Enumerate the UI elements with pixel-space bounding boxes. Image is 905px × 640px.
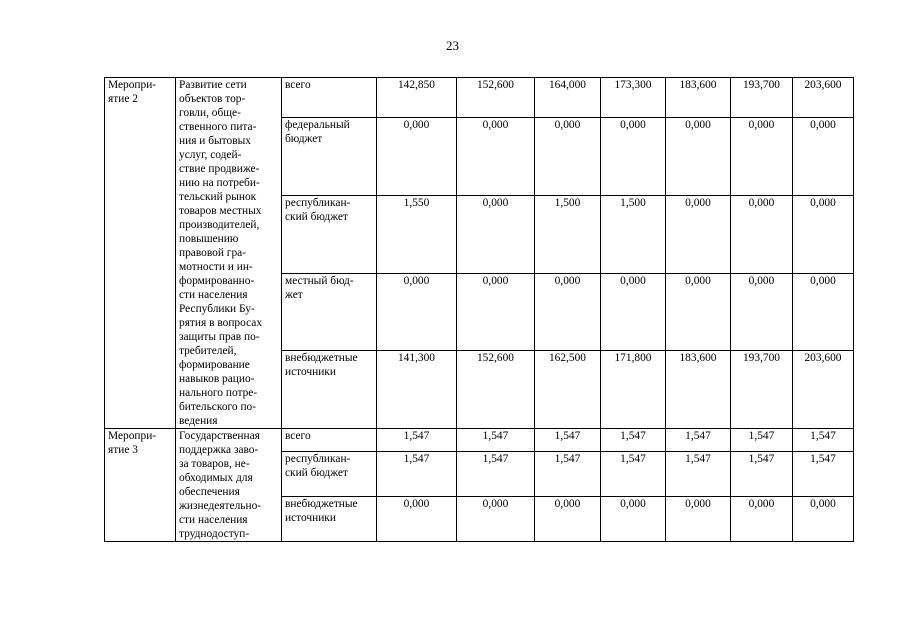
- amount-cell: 0,000: [535, 497, 601, 542]
- event-name-cell: [105, 78, 176, 429]
- amount-cell: 1,547: [457, 452, 535, 497]
- funding-source-cell: [282, 429, 377, 452]
- amount-cell: 1,547: [731, 429, 793, 452]
- amount-cell: 1,547: [793, 429, 854, 452]
- amount-cell: 0,000: [457, 497, 535, 542]
- funding-source-cell: [282, 452, 377, 497]
- amount-cell: 141,300: [377, 351, 457, 429]
- funding-source-label: источники: [285, 512, 336, 525]
- amount-cell: 0,000: [731, 118, 793, 196]
- event-description-text: формирование: [179, 359, 250, 371]
- amount-cell: 0,000: [666, 273, 731, 351]
- amount-cell: 1,500: [535, 195, 601, 273]
- amount-cell: 164,000: [535, 78, 601, 118]
- event-description-text: производителей,: [179, 219, 260, 231]
- event-description-text: обеспечения: [179, 486, 240, 498]
- amount-cell: 0,000: [793, 497, 854, 542]
- event-description-text: объектов тор-: [179, 93, 246, 105]
- amount-cell: 183,600: [666, 351, 731, 429]
- amount-cell: 0,000: [535, 118, 601, 196]
- event-description-text: защиты прав по-: [179, 331, 260, 343]
- amount-cell: 0,000: [377, 273, 457, 351]
- amount-cell: 0,000: [666, 195, 731, 273]
- table-row: [105, 429, 854, 452]
- event-description-text: Республики Бу-: [179, 303, 255, 315]
- amount-cell: 0,000: [731, 195, 793, 273]
- funding-source-label: федеральный: [285, 119, 350, 132]
- event-description-text: товаров местных: [179, 205, 262, 217]
- funding-source-label: ский бюджет: [285, 210, 348, 223]
- amount-cell: 0,000: [601, 497, 666, 542]
- event-description-cell: [176, 78, 282, 429]
- event-description-text: Государственная: [179, 430, 260, 442]
- event-description-cell: [176, 429, 282, 542]
- event-description-text: сти населения: [179, 514, 248, 526]
- funding-source-cell: [282, 118, 377, 196]
- amount-cell: 1,547: [601, 452, 666, 497]
- amount-cell: 183,600: [666, 78, 731, 118]
- amount-cell: 0,000: [377, 497, 457, 542]
- funding-source-label: источники: [285, 366, 336, 379]
- event-name-text: ятие 3: [108, 444, 138, 456]
- event-name-text: Меропри-: [108, 430, 157, 442]
- event-description-text: ния и бытовых: [179, 135, 251, 147]
- funding-source-label: жет: [285, 288, 303, 301]
- event-name-cell: [105, 429, 176, 542]
- amount-cell: 0,000: [793, 195, 854, 273]
- event-description-text: поддержка заво-: [179, 444, 259, 456]
- event-description-text: мотности и ин-: [179, 261, 253, 273]
- amount-cell: 0,000: [457, 195, 535, 273]
- event-description-text: ственного пита-: [179, 121, 257, 133]
- amount-cell: 162,500: [535, 351, 601, 429]
- amount-cell: 1,547: [457, 429, 535, 452]
- table-body: [105, 78, 854, 542]
- event-description-text: ведения: [179, 415, 218, 427]
- amount-cell: 1,547: [535, 429, 601, 452]
- funding-source-label: внебюджетные: [285, 352, 358, 365]
- funding-source-cell: [282, 351, 377, 429]
- amount-cell: 1,550: [377, 195, 457, 273]
- amount-cell: 0,000: [793, 273, 854, 351]
- funding-source-label: всего: [285, 79, 311, 91]
- funding-source-cell: [282, 497, 377, 542]
- table-row: [105, 78, 854, 118]
- event-description-text: жизнедеятельно-: [179, 500, 262, 512]
- event-description-text: сти населения: [179, 289, 248, 301]
- amount-cell: 0,000: [377, 118, 457, 196]
- funding-source-cell: [282, 195, 377, 273]
- amount-cell: 0,000: [666, 497, 731, 542]
- event-description-text: услуг, содей-: [179, 149, 242, 161]
- event-name-text: Меропри-: [108, 79, 157, 91]
- amount-cell: 0,000: [666, 118, 731, 196]
- amount-cell: 0,000: [457, 118, 535, 196]
- amount-cell: 142,850: [377, 78, 457, 118]
- funding-source-label: внебюджетные: [285, 498, 358, 511]
- amount-cell: 203,600: [793, 78, 854, 118]
- amount-cell: 193,700: [731, 351, 793, 429]
- amount-cell: 1,547: [601, 429, 666, 452]
- amount-cell: 203,600: [793, 351, 854, 429]
- event-description-text: труднодоступ-: [179, 528, 250, 540]
- amount-cell: 173,300: [601, 78, 666, 118]
- amount-cell: 1,547: [731, 452, 793, 497]
- amount-cell: 0,000: [601, 118, 666, 196]
- amount-cell: 0,000: [535, 273, 601, 351]
- amount-cell: 0,000: [457, 273, 535, 351]
- amount-cell: 0,000: [601, 273, 666, 351]
- funding-source-label: ский бюджет: [285, 467, 348, 480]
- amount-cell: 1,500: [601, 195, 666, 273]
- page-number: 23: [446, 38, 459, 53]
- amount-cell: 1,547: [793, 452, 854, 497]
- amount-cell: 1,547: [666, 429, 731, 452]
- amount-cell: 1,547: [377, 429, 457, 452]
- funding-source-label: республикан-: [285, 196, 351, 209]
- amount-cell: 152,600: [457, 351, 535, 429]
- event-description-text: формированно-: [179, 275, 255, 287]
- event-description-text: нального потре-: [179, 387, 258, 399]
- event-description-text: за товаров, не-: [179, 458, 250, 470]
- event-description-text: правовой гра-: [179, 247, 246, 259]
- funding-source-label: республикан-: [285, 453, 351, 466]
- amount-cell: 0,000: [731, 497, 793, 542]
- event-description-text: повышению: [179, 233, 239, 245]
- event-description-text: бительского по-: [179, 401, 257, 413]
- amount-cell: 1,547: [377, 452, 457, 497]
- event-description-text: навыков рацио-: [179, 373, 255, 385]
- amount-cell: 0,000: [793, 118, 854, 196]
- amount-cell: 0,000: [731, 273, 793, 351]
- event-name-text: ятие 2: [108, 93, 138, 105]
- funding-source-cell: [282, 78, 377, 118]
- amount-cell: 171,800: [601, 351, 666, 429]
- event-description-text: требителей,: [179, 345, 237, 357]
- event-description-text: обходимых для: [179, 472, 253, 484]
- event-description-text: говли, обще-: [179, 107, 241, 119]
- amount-cell: 193,700: [731, 78, 793, 118]
- funding-source-cell: [282, 273, 377, 351]
- amount-cell: 1,547: [666, 452, 731, 497]
- funding-source-label: бюджет: [285, 133, 323, 146]
- amount-cell: 1,547: [535, 452, 601, 497]
- budget-table: [104, 77, 854, 542]
- event-description-text: тельский рынок: [179, 191, 257, 203]
- event-description-text: нию на потреби-: [179, 177, 260, 189]
- event-description-text: Развитие сети: [179, 79, 247, 91]
- funding-source-label: всего: [285, 430, 311, 442]
- event-description-text: рятия в вопросах: [179, 317, 263, 329]
- funding-source-label: местный бюд-: [285, 274, 354, 287]
- event-description-text: ствие продвиже-: [179, 163, 260, 175]
- amount-cell: 152,600: [457, 78, 535, 118]
